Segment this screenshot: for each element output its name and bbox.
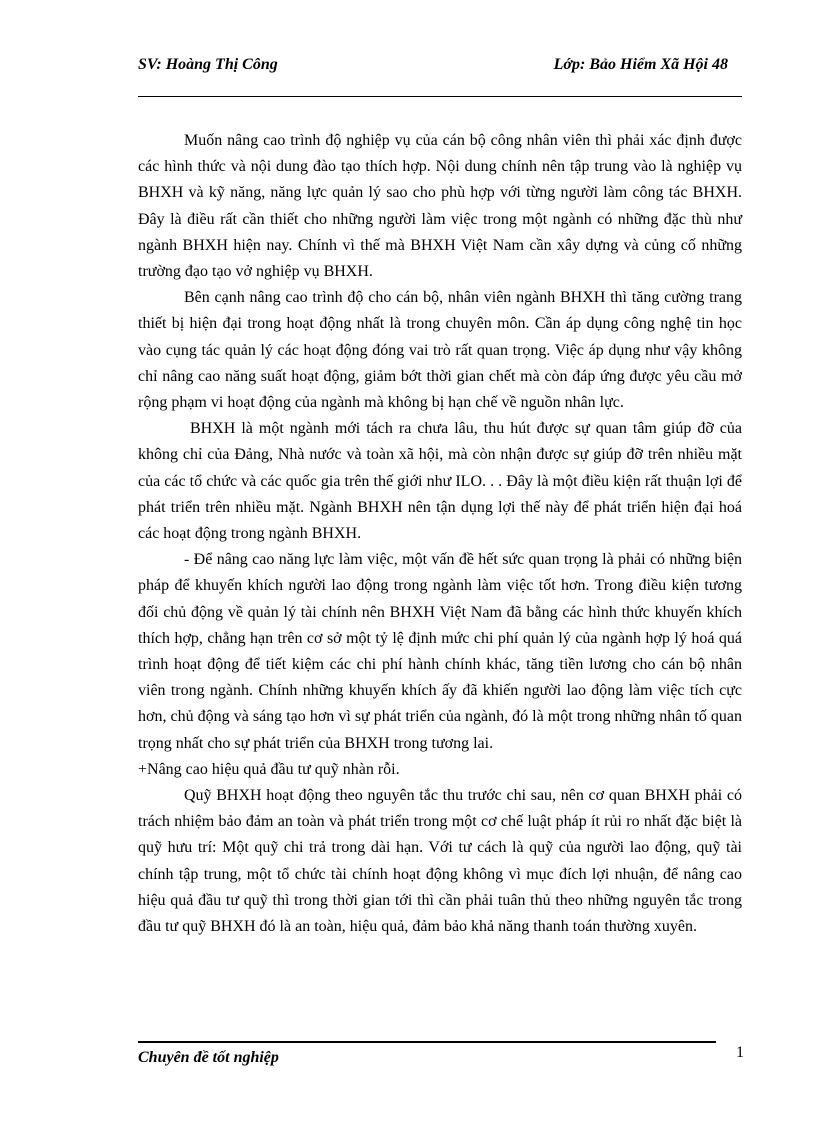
paragraph: - Để nâng cao năng lực làm việc, một vấn đề hết sức quan trọng là phải có những biện pháp để khuyến khích người lao động trong ngành làm việc tốt hơn. Trong điều kiện tương đối chủ động về quản lý tài chính nên BHXH Việt Nam đã bằng các hình thức khuyến khích thích hợp, chẳng hạn trên cơ sở một tỷ lệ định mức chi phí quản lý của ngành hợp lý hoá quá trình hoạt động để tiết kiệm các chi phí hành chính khác, tăng tiền lương cho cán bộ nhân viên trong ngành. Chính những khuyến khích ấy đã khiến người lao động làm việc tích cực hơn, chủ động và sáng tạo hơn vì sự phát triển của ngành, đó là một trong những nhân tố quan trọng nhất cho sự phát triển của BHXH trong tương lai.	[138, 551, 742, 752]
section-heading: +Nâng cao hiệu quả đầu tư quỹ nhàn rỗi.	[138, 760, 400, 778]
footer-divider	[138, 1041, 716, 1043]
paragraph: Quỹ BHXH hoạt động theo nguyên tắc thu trước chi sau, nên cơ quan BHXH phải có trách nhiệm bảo đảm an toàn và phát triển trong một cơ chế luật pháp ít rủi ro nhất đặc biệt là quỹ hưu trí: Một quỹ chi trả trong dài hạn. Với tư cách là quỹ của người lao động, quỹ tài chính tập trung, một tổ chức tài chính hoạt động không vì mục đích lợi nhuận, để nâng cao hiệu quả đầu tư quỹ thì trong thời gian tới thì cần phải tuân thủ theo những nguyên tắc trong đầu tư quỹ BHXH đó là an toàn, hiệu quả, đảm bảo khả năng thanh toán thường xuyên.	[138, 787, 742, 936]
footer-title: Chuyên đề tốt nghiệp	[138, 1049, 279, 1066]
student-name: SV: Hoàng Thị Công	[138, 56, 278, 73]
paragraph: Muốn nâng cao trình độ nghiệp vụ của cán bộ công nhân viên thì phải xác định được các hình thức và nội dung đào tạo thích hợp. Nội dung chính nên tập trung vào là nghiệp vụ BHXH và kỹ năng, năng lực quản lý sao cho phù hợp với từng người làm công tác BHXH. Đây là điều rất cần thiết cho những người làm việc trong một ngành có những đặc thù như ngành BHXH hiện nay. Chính vì thế mà BHXH Việt Nam cần xây dựng và củng cố những trường đạo tạo vở nghiệp vụ BHXH.	[138, 132, 742, 281]
page-number: 1	[736, 1044, 744, 1061]
page-header	[138, 56, 742, 80]
header-divider	[138, 96, 742, 97]
paragraph: BHXH là một ngành mới tách ra chưa lâu, thu hút được sự quan tâm giúp đỡ của không chỉ của Đảng, Nhà nước và toàn xã hội, mà còn nhận được sự giúp đỡ trên nhiều mặt của các tổ chức và các quốc gia trên thế giới như ILO. . . Đây là một điều kiện rất thuận lợi để phát triển trên nhiều mặt. Ngành BHXH nên tận dụng lợi thế này để phát triển hiện đại hoá các hoạt động trong ngành BHXH.	[138, 420, 742, 543]
paragraph: Bên cạnh nâng cao trình độ cho cán bộ, nhân viên ngành BHXH thì tăng cường trang thiết bị hiện đại trong hoạt động nhất là trong chuyên môn. Cần áp dụng công nghệ tin học vào cụng tác quản lý các hoạt động đóng vai trò rất quan trọng. Việc áp dụng như vậy không chỉ nâng cao năng suất hoạt động, giảm bớt thời gian chết mà còn đáp ứng được yêu cầu mở rộng phạm vi hoạt động của ngành mà không bị hạn chế về nguồn nhân lực.	[138, 289, 742, 412]
document-body	[138, 128, 742, 940]
class-name: Lớp: Bảo Hiểm Xã Hội 48	[553, 56, 728, 73]
